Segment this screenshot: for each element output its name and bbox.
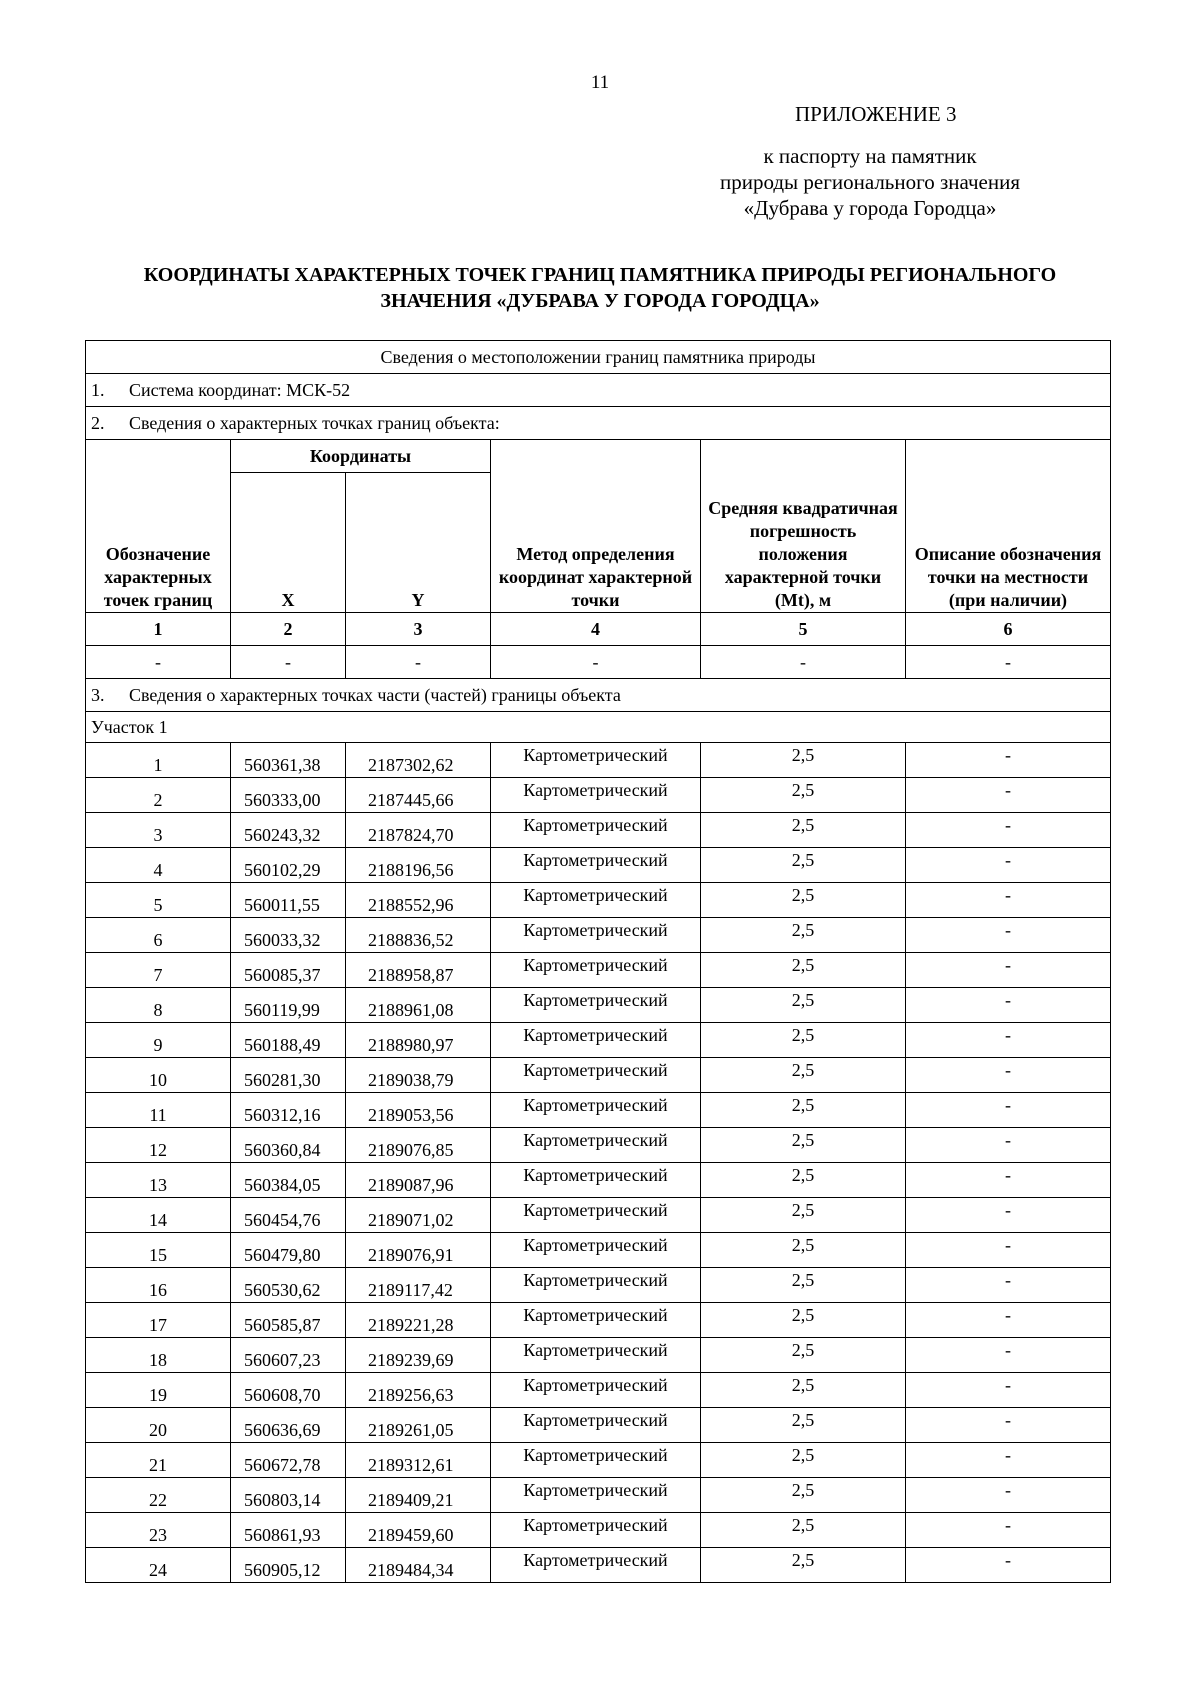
dash-cell: - bbox=[906, 646, 1111, 679]
coord-x: 560803,14 bbox=[231, 1478, 346, 1513]
coord-x: 560905,12 bbox=[231, 1548, 346, 1583]
error-cell: 2,5 bbox=[701, 1198, 906, 1233]
coord-y: 2188552,96 bbox=[346, 883, 491, 918]
dash-cell: - bbox=[86, 646, 231, 679]
method-cell: Картометрический bbox=[491, 813, 701, 848]
coord-y: 2187445,66 bbox=[346, 778, 491, 813]
description-cell: - bbox=[906, 953, 1111, 988]
coord-y: 2189484,34 bbox=[346, 1548, 491, 1583]
section-header: Сведения о местоположении границ памятника природы bbox=[86, 341, 1111, 374]
table-row bbox=[86, 813, 1111, 848]
title-line: КООРДИНАТЫ ХАРАКТЕРНЫХ ТОЧЕК ГРАНИЦ ПАМЯТНИКА ПРИРОДЫ РЕГИОНАЛЬНОГО bbox=[143, 264, 1057, 286]
point-number: 10 bbox=[86, 1058, 231, 1093]
appendix-subtitle bbox=[660, 143, 1080, 221]
dash-cell: - bbox=[491, 646, 701, 679]
point-number: 18 bbox=[86, 1338, 231, 1373]
dash-cell: - bbox=[701, 646, 906, 679]
subtitle-line: природы регионального значения bbox=[720, 170, 1020, 194]
method-cell: Картометрический bbox=[491, 1443, 701, 1478]
table-row bbox=[86, 1373, 1111, 1408]
coord-x: 560636,69 bbox=[231, 1408, 346, 1443]
point-number: 11 bbox=[86, 1093, 231, 1128]
error-cell: 2,5 bbox=[701, 1163, 906, 1198]
method-cell: Картометрический bbox=[491, 1373, 701, 1408]
coord-y: 2189312,61 bbox=[346, 1443, 491, 1478]
header-description: Описание обозначения точки на местности (при наличии) bbox=[906, 440, 1111, 613]
coord-x: 560384,05 bbox=[231, 1163, 346, 1198]
error-cell: 2,5 bbox=[701, 813, 906, 848]
error-cell: 2,5 bbox=[701, 918, 906, 953]
item-text: Сведения о характерных точках границ объекта: bbox=[129, 412, 500, 433]
header-x: X bbox=[231, 473, 346, 613]
table-row bbox=[86, 988, 1111, 1023]
point-number: 5 bbox=[86, 883, 231, 918]
column-number: 6 bbox=[906, 613, 1111, 646]
table-row bbox=[86, 1163, 1111, 1198]
error-cell: 2,5 bbox=[701, 1513, 906, 1548]
coord-y: 2189221,28 bbox=[346, 1303, 491, 1338]
method-cell: Картометрический bbox=[491, 1548, 701, 1583]
coord-y: 2189117,42 bbox=[346, 1268, 491, 1303]
error-cell: 2,5 bbox=[701, 1373, 906, 1408]
table-row bbox=[86, 848, 1111, 883]
coord-y: 2188961,08 bbox=[346, 988, 491, 1023]
point-number: 4 bbox=[86, 848, 231, 883]
description-cell: - bbox=[906, 848, 1111, 883]
error-cell: 2,5 bbox=[701, 1093, 906, 1128]
coord-x: 560188,49 bbox=[231, 1023, 346, 1058]
coordinates-table bbox=[85, 340, 1111, 1583]
description-cell: - bbox=[906, 1408, 1111, 1443]
point-number: 15 bbox=[86, 1233, 231, 1268]
coord-y: 2189076,85 bbox=[346, 1128, 491, 1163]
point-number: 8 bbox=[86, 988, 231, 1023]
coord-y: 2189053,56 bbox=[346, 1093, 491, 1128]
plot-label: Участок 1 bbox=[86, 712, 1111, 743]
point-number: 20 bbox=[86, 1408, 231, 1443]
point-number: 7 bbox=[86, 953, 231, 988]
table-row bbox=[86, 1338, 1111, 1373]
coord-x: 560085,37 bbox=[231, 953, 346, 988]
table-row bbox=[86, 1128, 1111, 1163]
table-row bbox=[86, 1513, 1111, 1548]
method-cell: Картометрический bbox=[491, 1303, 701, 1338]
coord-y: 2189071,02 bbox=[346, 1198, 491, 1233]
description-cell: - bbox=[906, 778, 1111, 813]
column-number: 1 bbox=[86, 613, 231, 646]
subtitle-line: «Дубрава у города Городца» bbox=[743, 196, 997, 220]
dash-cell: - bbox=[346, 646, 491, 679]
method-cell: Картометрический bbox=[491, 1338, 701, 1373]
item-number: 2. bbox=[91, 412, 105, 433]
point-number: 14 bbox=[86, 1198, 231, 1233]
description-cell: - bbox=[906, 1443, 1111, 1478]
error-cell: 2,5 bbox=[701, 1023, 906, 1058]
method-cell: Картометрический bbox=[491, 1233, 701, 1268]
error-cell: 2,5 bbox=[701, 988, 906, 1023]
error-cell: 2,5 bbox=[701, 848, 906, 883]
table-row bbox=[86, 953, 1111, 988]
description-cell: - bbox=[906, 1548, 1111, 1583]
error-cell: 2,5 bbox=[701, 953, 906, 988]
point-number: 21 bbox=[86, 1443, 231, 1478]
empty-points-row bbox=[86, 646, 1111, 679]
coord-y: 2187302,62 bbox=[346, 743, 491, 778]
description-cell: - bbox=[906, 743, 1111, 778]
item-number: 1. bbox=[91, 379, 105, 400]
method-cell: Картометрический bbox=[491, 1163, 701, 1198]
description-cell: - bbox=[906, 1268, 1111, 1303]
appendix-label: ПРИЛОЖЕНИЕ 3 bbox=[795, 102, 957, 126]
header-error: Средняя квадратичная погрешность положения характерной точки (Mt), м bbox=[701, 440, 906, 613]
coord-x: 560361,38 bbox=[231, 743, 346, 778]
description-cell: - bbox=[906, 1513, 1111, 1548]
error-cell: 2,5 bbox=[701, 1338, 906, 1373]
coord-y: 2188196,56 bbox=[346, 848, 491, 883]
error-cell: 2,5 bbox=[701, 1268, 906, 1303]
error-cell: 2,5 bbox=[701, 1548, 906, 1583]
document-title bbox=[60, 262, 1140, 314]
coord-y: 2188836,52 bbox=[346, 918, 491, 953]
header-coordinates: Координаты bbox=[231, 440, 491, 473]
header-y: Y bbox=[346, 473, 491, 613]
coord-x: 560011,55 bbox=[231, 883, 346, 918]
points-info-row bbox=[86, 407, 1111, 440]
table-row bbox=[86, 1478, 1111, 1513]
coord-y: 2189409,21 bbox=[346, 1478, 491, 1513]
description-cell: - bbox=[906, 883, 1111, 918]
column-numbers-row bbox=[86, 613, 1111, 646]
method-cell: Картометрический bbox=[491, 1093, 701, 1128]
point-number: 6 bbox=[86, 918, 231, 953]
description-cell: - bbox=[906, 1058, 1111, 1093]
error-cell: 2,5 bbox=[701, 883, 906, 918]
description-cell: - bbox=[906, 813, 1111, 848]
error-cell: 2,5 bbox=[701, 1478, 906, 1513]
error-cell: 2,5 bbox=[701, 1303, 906, 1338]
table-row bbox=[86, 1268, 1111, 1303]
point-number: 17 bbox=[86, 1303, 231, 1338]
coord-y: 2189256,63 bbox=[346, 1373, 491, 1408]
table-row bbox=[86, 1198, 1111, 1233]
point-number: 1 bbox=[86, 743, 231, 778]
description-cell: - bbox=[906, 1478, 1111, 1513]
point-number: 12 bbox=[86, 1128, 231, 1163]
column-number: 2 bbox=[231, 613, 346, 646]
table-row bbox=[86, 1058, 1111, 1093]
table-row bbox=[86, 1233, 1111, 1268]
coord-x: 560585,87 bbox=[231, 1303, 346, 1338]
error-cell: 2,5 bbox=[701, 1128, 906, 1163]
table-row bbox=[86, 778, 1111, 813]
coord-x: 560530,62 bbox=[231, 1268, 346, 1303]
method-cell: Картометрический bbox=[491, 953, 701, 988]
page-number: 11 bbox=[590, 72, 610, 93]
description-cell: - bbox=[906, 1163, 1111, 1198]
table-row bbox=[86, 1443, 1111, 1478]
description-cell: - bbox=[906, 1093, 1111, 1128]
method-cell: Картометрический bbox=[491, 1198, 701, 1233]
description-cell: - bbox=[906, 918, 1111, 953]
coord-y: 2189076,91 bbox=[346, 1233, 491, 1268]
table-row bbox=[86, 918, 1111, 953]
coord-y: 2189239,69 bbox=[346, 1338, 491, 1373]
method-cell: Картометрический bbox=[491, 1268, 701, 1303]
coord-x: 560360,84 bbox=[231, 1128, 346, 1163]
method-cell: Картометрический bbox=[491, 1513, 701, 1548]
point-number: 2 bbox=[86, 778, 231, 813]
item-text: Система координат: МСК-52 bbox=[129, 379, 351, 400]
method-cell: Картометрический bbox=[491, 1023, 701, 1058]
subtitle-line: к паспорту на памятник bbox=[763, 144, 977, 168]
point-number: 3 bbox=[86, 813, 231, 848]
method-cell: Картометрический bbox=[491, 778, 701, 813]
coord-x: 560312,16 bbox=[231, 1093, 346, 1128]
coord-x: 560608,70 bbox=[231, 1373, 346, 1408]
method-cell: Картометрический bbox=[491, 1478, 701, 1513]
point-number: 24 bbox=[86, 1548, 231, 1583]
coord-y: 2189038,79 bbox=[346, 1058, 491, 1093]
method-cell: Картометрический bbox=[491, 848, 701, 883]
description-cell: - bbox=[906, 1023, 1111, 1058]
column-number: 3 bbox=[346, 613, 491, 646]
coord-x: 560454,76 bbox=[231, 1198, 346, 1233]
coord-x: 560119,99 bbox=[231, 988, 346, 1023]
coord-x: 560333,00 bbox=[231, 778, 346, 813]
coord-y: 2188980,97 bbox=[346, 1023, 491, 1058]
coordinate-system-row bbox=[86, 374, 1111, 407]
coord-y: 2189261,05 bbox=[346, 1408, 491, 1443]
method-cell: Картометрический bbox=[491, 1408, 701, 1443]
header-point: Обозначение характерных точек границ bbox=[86, 440, 231, 613]
table-row bbox=[86, 1303, 1111, 1338]
coord-x: 560281,30 bbox=[231, 1058, 346, 1093]
coord-x: 560861,93 bbox=[231, 1513, 346, 1548]
error-cell: 2,5 bbox=[701, 743, 906, 778]
error-cell: 2,5 bbox=[701, 1233, 906, 1268]
description-cell: - bbox=[906, 1128, 1111, 1163]
method-cell: Картометрический bbox=[491, 918, 701, 953]
table-row bbox=[86, 743, 1111, 778]
description-cell: - bbox=[906, 1373, 1111, 1408]
description-cell: - bbox=[906, 988, 1111, 1023]
table-row bbox=[86, 1408, 1111, 1443]
coord-x: 560243,32 bbox=[231, 813, 346, 848]
point-number: 19 bbox=[86, 1373, 231, 1408]
coord-x: 560479,80 bbox=[231, 1233, 346, 1268]
description-cell: - bbox=[906, 1198, 1111, 1233]
point-number: 23 bbox=[86, 1513, 231, 1548]
coord-x: 560672,78 bbox=[231, 1443, 346, 1478]
column-number: 4 bbox=[491, 613, 701, 646]
method-cell: Картометрический bbox=[491, 743, 701, 778]
error-cell: 2,5 bbox=[701, 1058, 906, 1093]
error-cell: 2,5 bbox=[701, 778, 906, 813]
column-number: 5 bbox=[701, 613, 906, 646]
dash-cell: - bbox=[231, 646, 346, 679]
coord-x: 560607,23 bbox=[231, 1338, 346, 1373]
description-cell: - bbox=[906, 1303, 1111, 1338]
header-method: Метод определения координат характерной точки bbox=[491, 440, 701, 613]
title-line: ЗНАЧЕНИЯ «ДУБРАВА У ГОРОДА ГОРОДЦА» bbox=[380, 290, 820, 312]
description-cell: - bbox=[906, 1338, 1111, 1373]
error-cell: 2,5 bbox=[701, 1408, 906, 1443]
table-row bbox=[86, 1023, 1111, 1058]
coord-y: 2189459,60 bbox=[346, 1513, 491, 1548]
point-number: 22 bbox=[86, 1478, 231, 1513]
description-cell: - bbox=[906, 1233, 1111, 1268]
item-number: 3. bbox=[91, 684, 105, 705]
table-row bbox=[86, 883, 1111, 918]
item-text: Сведения о характерных точках части (частей) границы объекта bbox=[129, 684, 621, 705]
method-cell: Картометрический bbox=[491, 988, 701, 1023]
coord-x: 560033,32 bbox=[231, 918, 346, 953]
error-cell: 2,5 bbox=[701, 1443, 906, 1478]
table-row bbox=[86, 1093, 1111, 1128]
point-number: 9 bbox=[86, 1023, 231, 1058]
point-number: 13 bbox=[86, 1163, 231, 1198]
method-cell: Картометрический bbox=[491, 883, 701, 918]
coord-y: 2187824,70 bbox=[346, 813, 491, 848]
point-number: 16 bbox=[86, 1268, 231, 1303]
method-cell: Картометрический bbox=[491, 1128, 701, 1163]
method-cell: Картометрический bbox=[491, 1058, 701, 1093]
coord-y: 2188958,87 bbox=[346, 953, 491, 988]
table-row bbox=[86, 1548, 1111, 1583]
parts-info-row bbox=[86, 679, 1111, 712]
coord-x: 560102,29 bbox=[231, 848, 346, 883]
coord-y: 2189087,96 bbox=[346, 1163, 491, 1198]
